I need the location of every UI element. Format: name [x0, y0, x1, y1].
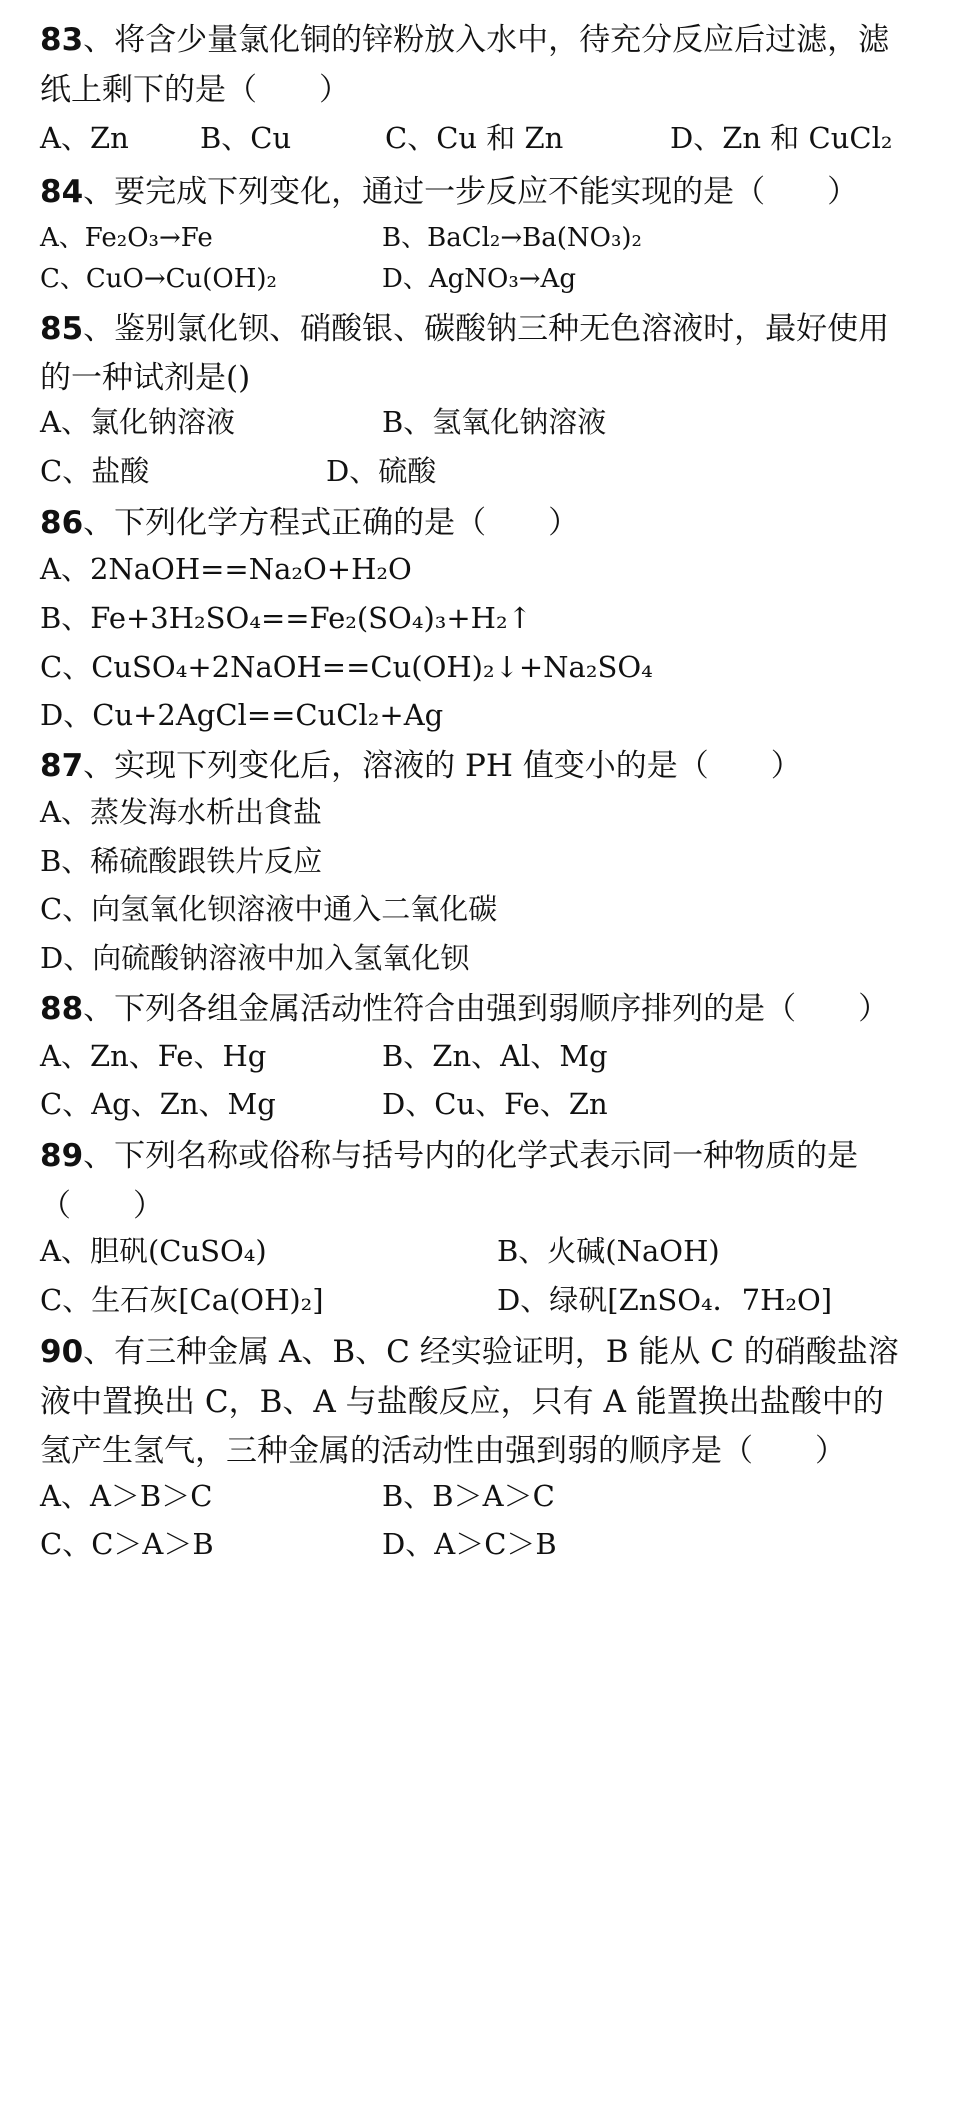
option-b[interactable]: B、Zn、Al、Mg: [382, 1039, 608, 1073]
option-d[interactable]: D、Zn 和 CuCl₂: [670, 121, 893, 155]
question-84-stem-line-1: [40, 166, 858, 211]
question-stem-text: 、有三种金属 A、B、C 经实验证明，B 能从 C 的硝酸盐溶: [83, 1334, 899, 1370]
question-stem-text: 、要完成下列变化，通过一步反应不能实现的是（ ）: [83, 174, 859, 210]
option-a[interactable]: A、Fe₂O₃→Fe: [40, 223, 213, 253]
option-a[interactable]: A、2NaOH==Na₂O+H₂O: [40, 552, 412, 586]
question-stem-text: 、下列各组金属活动性符合由强到弱顺序排列的是（ ）: [83, 991, 890, 1027]
option-d[interactable]: D、A＞C＞B: [382, 1527, 557, 1561]
option-c[interactable]: C、生石灰[Ca(OH)₂]: [40, 1283, 324, 1317]
option-d[interactable]: D、Cu+2AgCl==CuCl₂+Ag: [40, 698, 444, 732]
question-90-stem-line-2: [40, 1376, 884, 1421]
question-stem-text: 、下列化学方程式正确的是（ ）: [83, 505, 580, 541]
question-stem-text: 、将含少量氯化铜的锌粉放入水中，待充分反应后过滤，滤: [83, 22, 890, 58]
question-stem-text: 纸上剩下的是（ ）: [40, 72, 350, 108]
option-c[interactable]: C、盐酸: [40, 454, 150, 488]
question-stem-text: 的一种试剂是(): [40, 360, 251, 396]
question-number: 89: [40, 1138, 84, 1174]
question-number: 88: [40, 991, 84, 1027]
option-c[interactable]: C、向氢氧化钡溶液中通入二氧化碳: [40, 892, 498, 926]
question-85-stem-line-1: [40, 303, 889, 348]
option-a[interactable]: A、A＞B＞C: [40, 1479, 213, 1513]
option-a[interactable]: A、胆矾(CuSO₄): [40, 1234, 267, 1268]
option-b[interactable]: B、B＞A＞C: [382, 1479, 555, 1513]
option-b[interactable]: B、BaCl₂→Ba(NO₃)₂: [382, 223, 642, 253]
option-d[interactable]: D、向硫酸钠溶液中加入氢氧化钡: [40, 941, 470, 975]
option-b[interactable]: B、稀硫酸跟铁片反应: [40, 844, 323, 878]
question-90-stem-line-1: [40, 1326, 899, 1371]
option-a[interactable]: A、氯化钠溶液: [40, 405, 235, 439]
question-number: 83: [40, 22, 84, 58]
option-a[interactable]: A、Zn: [40, 121, 129, 155]
question-88-stem-line-1: [40, 983, 889, 1028]
option-c[interactable]: C、CuSO₄+2NaOH==Cu(OH)₂↓+Na₂SO₄: [40, 650, 653, 684]
question-83-stem-line-1: [40, 14, 889, 59]
option-c[interactable]: C、C＞A＞B: [40, 1527, 214, 1561]
question-number: 86: [40, 505, 84, 541]
option-b[interactable]: B、氢氧化钠溶液: [382, 405, 607, 439]
question-stem-text: 、下列名称或俗称与括号内的化学式表示同一种物质的是: [83, 1138, 859, 1174]
question-86-stem-line-1: [40, 497, 579, 542]
option-b[interactable]: B、火碱(NaOH): [497, 1234, 720, 1268]
option-d[interactable]: D、绿矾[ZnSO₄．7H₂O]: [497, 1283, 833, 1317]
question-stem-text: 、实现下列变化后，溶液的 PH 值变小的是（ ）: [83, 748, 802, 784]
question-stem-text: （ ）: [40, 1188, 164, 1224]
question-83-stem-line-2: [40, 64, 350, 109]
option-c[interactable]: C、Cu 和 Zn: [385, 121, 564, 155]
question-90-stem-line-3: [40, 1425, 846, 1470]
question-85-stem-line-2: [40, 352, 250, 397]
option-d[interactable]: D、AgNO₃→Ag: [382, 264, 576, 294]
option-d[interactable]: D、硫酸: [326, 454, 437, 488]
option-a[interactable]: A、蒸发海水析出食盐: [40, 795, 322, 829]
question-number: 85: [40, 311, 84, 347]
question-number: 90: [40, 1334, 84, 1370]
question-stem-text: 液中置换出 C，B、A 与盐酸反应，只有 A 能置换出盐酸中的: [40, 1384, 884, 1420]
question-stem-text: 氢产生氢气，三种金属的活动性由强到弱的顺序是（ ）: [40, 1433, 846, 1469]
option-b[interactable]: B、Fe+3H₂SO₄==Fe₂(SO₄)₃+H₂↑: [40, 601, 532, 635]
question-87-stem-line-1: [40, 740, 802, 785]
question-stem-text: 、鉴别氯化钡、硝酸银、碳酸钠三种无色溶液时，最好使用: [83, 311, 890, 347]
option-d[interactable]: D、Cu、Fe、Zn: [382, 1087, 608, 1121]
option-c[interactable]: C、CuO→Cu(OH)₂: [40, 264, 277, 294]
question-number: 87: [40, 748, 84, 784]
option-a[interactable]: A、Zn、Fe、Hg: [40, 1039, 267, 1073]
question-89-stem-line-1: [40, 1130, 858, 1175]
question-89-stem-line-2: [40, 1180, 164, 1225]
question-number: 84: [40, 174, 84, 210]
option-b[interactable]: B、Cu: [200, 121, 292, 155]
option-c[interactable]: C、Ag、Zn、Mg: [40, 1087, 276, 1121]
